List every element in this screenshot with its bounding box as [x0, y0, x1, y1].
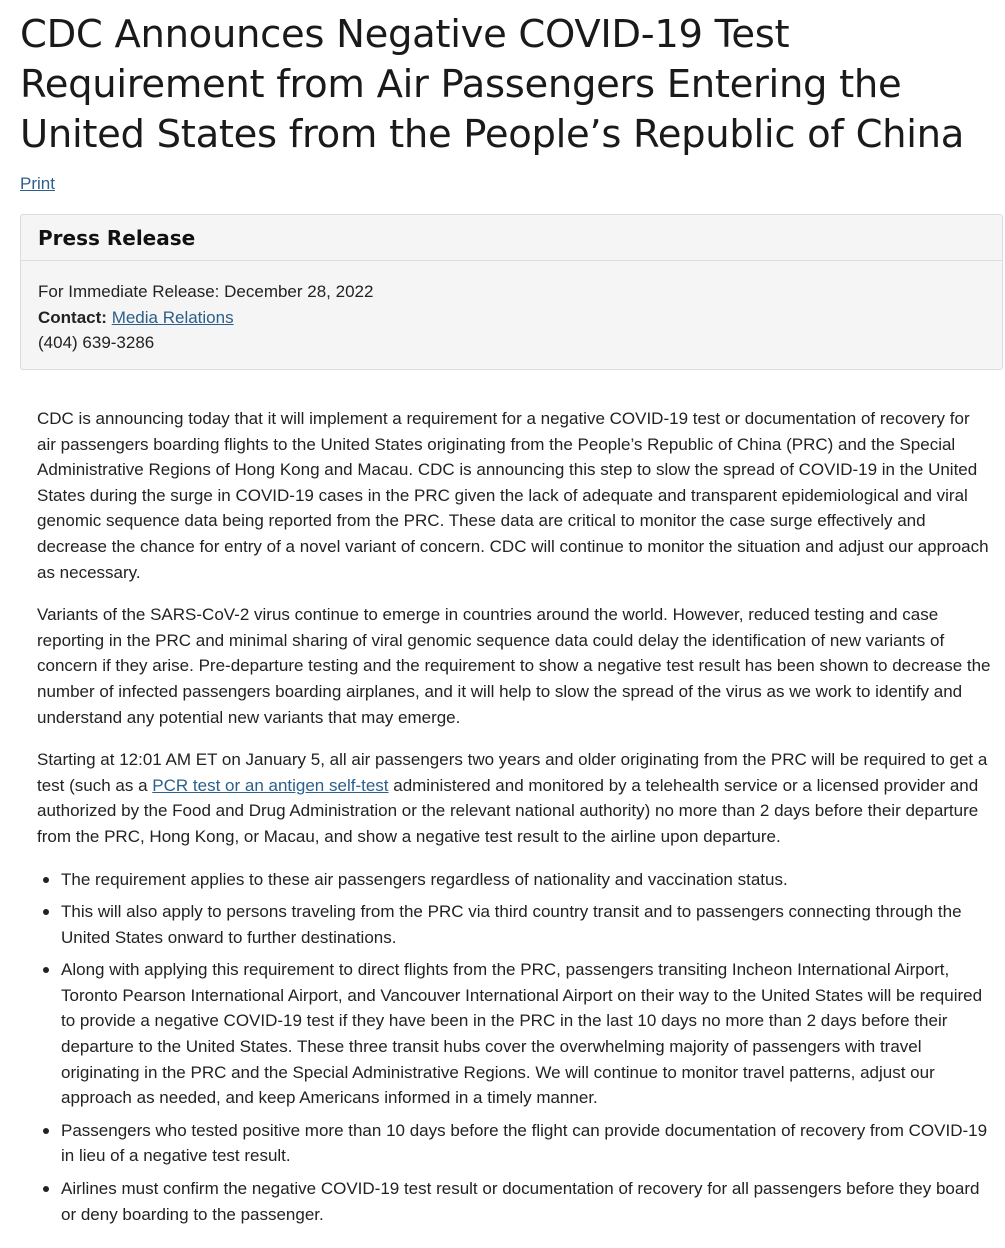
- press-release-heading: Press Release: [21, 215, 1002, 261]
- list-item: This will also apply to persons traveling from the PRC via third country transit and to passengers connecting through the United States onward to further destinations.: [37, 899, 992, 950]
- paragraph-3-text-end: administered and monitored by a telehealth service or a licensed provider and authorized by the Food and Drug Administration or the relevant national authority) no more than 2 days before their departure from the PRC, Hong Kong, or Macau, and show a negative test result to the airline upon departure.: [37, 775, 979, 846]
- list-item: The requirement applies to these air passengers regardless of nationality and vaccination status.: [37, 867, 992, 893]
- page-title: CDC Announces Negative COVID-19 Test Requirement from Air Passengers Entering the United States from the People’s Republic of China: [20, 12, 965, 157]
- list-item: Passengers who tested positive more than 10 days before the flight can provide documentation of recovery from COVID-19 in lieu of a negative test result.: [37, 1118, 992, 1169]
- contact-phone: (404) 639-3286: [38, 333, 155, 352]
- print-link[interactable]: Print: [20, 174, 55, 193]
- requirements-list: [37, 867, 992, 1228]
- pcr-antigen-test-link[interactable]: PCR test or an antigen self-test: [152, 775, 389, 795]
- contact-line: [38, 305, 985, 331]
- press-release-card: [20, 214, 1003, 370]
- media-relations-link[interactable]: Media Relations: [111, 307, 234, 327]
- press-release-details: [21, 261, 1002, 356]
- list-item: Along with applying this requirement to direct flights from the PRC, passengers transiting Incheon International Airport, Toronto Pearson International Airport, and Vancouver International Airport on their way to the United States will be required to provide a negative COVID-19 test if they have been in the PRC in the last 10 days no more than 2 days before their departure to the United States. These three transit hubs cover the overwhelming majority of passengers with travel originating in the PRC and the Special Administrative Regions. We will continue to monitor travel patterns, adjust our approach as needed, and keep Americans informed in a timely manner.: [37, 957, 992, 1111]
- release-date: For Immediate Release: December 28, 2022: [38, 282, 374, 301]
- article-body: [37, 406, 992, 1234]
- paragraph-3: [37, 747, 992, 849]
- paragraph-1: CDC is announcing today that it will implement a requirement for a negative COVID-19 test or documentation of recovery for air passengers boarding flights to the United States originating from the People’s Republic of China (PRC) and the Special Administrative Regions of Hong Kong and Macau. CDC is announcing this step to slow the spread of COVID-19 in the United States during the surge in COVID-19 cases in the PRC given the lack of adequate and transparent epidemiological and viral genomic sequence data being reported from the PRC. These data are critical to monitor the case surge effectively and decrease the chance for entry of a novel variant of concern. CDC will continue to monitor the situation and adjust our approach as necessary.: [37, 409, 989, 582]
- paragraph-2: Variants of the SARS-CoV-2 virus continue to emerge in countries around the world. However, reduced testing and case reporting in the PRC and minimal sharing of viral genomic sequence data could delay the identification of new variants of concern if they arise. Pre-departure testing and the requirement to show a negative test result has been shown to decrease the number of infected passengers boarding airplanes, and it will help to slow the spread of the virus as we work to identify and understand any potential new variants that may emerge.: [37, 605, 991, 727]
- paragraph-3-text-start: Starting at 12:01 AM ET on January 5, all air passengers two years and older originating from the PRC will be required to get a test (such as a: [37, 750, 988, 795]
- list-item: Airlines must confirm the negative COVID-19 test result or documentation of recovery for all passengers before they board or deny boarding to the passenger.: [37, 1176, 992, 1227]
- contact-label: Contact:: [38, 307, 107, 327]
